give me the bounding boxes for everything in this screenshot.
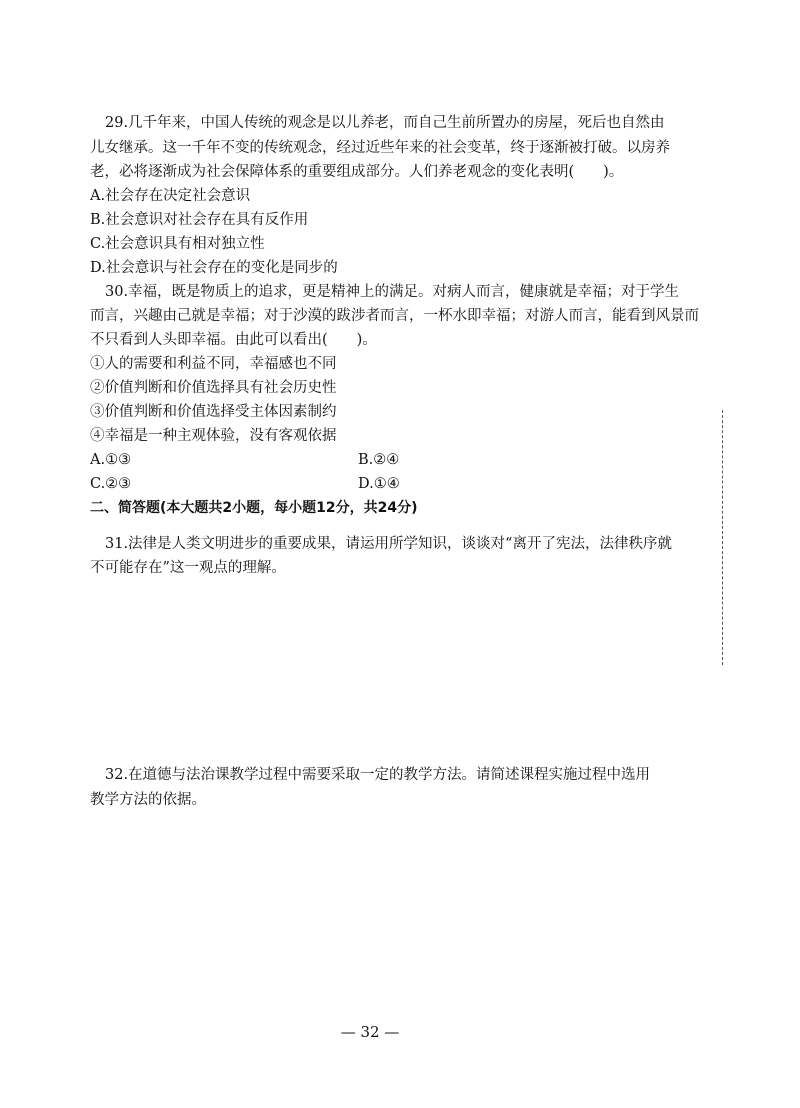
question-31-line-2: 不可能存在”这一观点的理解。 [90, 560, 286, 576]
question-32-line-2: 教学方法的依据。 [90, 792, 206, 808]
question-30-statement-4: ④幸福是一种主观体验，没有客观依据 [90, 428, 337, 444]
question-30-line-2: 而言，兴趣由己就是幸福；对于沙漠的跋涉者而言，一杯水即幸福；对游人而言，能看到风景而 [90, 308, 699, 324]
question-29-option-c: C.社会意识具有相对独立性 [90, 236, 265, 252]
question-30-statement-1: ①人的需要和利益不同，幸福感也不同 [90, 356, 337, 372]
section-heading: 二、简答题(本大题共2小题，每小题12分，共24分) [90, 500, 418, 516]
question-30-option-d: D.①④ [358, 476, 400, 492]
question-30-option-c: C.②③ [90, 476, 132, 492]
question-30-statement-3: ③价值判断和价值选择受主体因素制约 [90, 404, 337, 420]
margin-binding-line [722, 410, 723, 665]
question-30-option-b: B.②④ [358, 452, 400, 468]
question-30-line-1: 30.幸福，既是物质上的追求，更是精神上的满足。对病人而言，健康就是幸福；对于学生 [105, 284, 680, 300]
question-29-line-2: 儿女继承。这一千年不变的传统观念，经过近些年来的社会变革，终于逐渐被打破。以房养 [90, 140, 670, 156]
question-29-line-1: 29.几千年来，中国人传统的观念是以儿养老，而自己生前所置办的房屋，死后也自然由 [105, 115, 665, 131]
question-29-option-d: D.社会意识与社会存在的变化是同步的 [90, 260, 338, 276]
question-29-option-a: A.社会存在决定社会意识 [90, 188, 251, 204]
question-29-line-3: 老，必将逐渐成为社会保障体系的重要组成部分。人们养老观念的变化表明( )。 [90, 164, 624, 180]
question-32-line-1: 32.在道德与法治课教学过程中需要采取一定的教学方法。请简述课程实施过程中选用 [105, 767, 651, 783]
question-30-option-a: A.①③ [90, 452, 132, 468]
question-31-line-1: 31.法律是人类文明进步的重要成果，请运用所学知识，谈谈对“离开了宪法，法律秩序就 [105, 536, 672, 552]
question-29-option-b: B.社会意识对社会存在具有反作用 [90, 212, 309, 228]
question-30-line-3: 不只看到人头即幸福。由此可以看出( )。 [90, 332, 377, 348]
page-number: — 32 — [340, 1023, 400, 1041]
question-30-statement-2: ②价值判断和价值选择具有社会历史性 [90, 380, 337, 396]
